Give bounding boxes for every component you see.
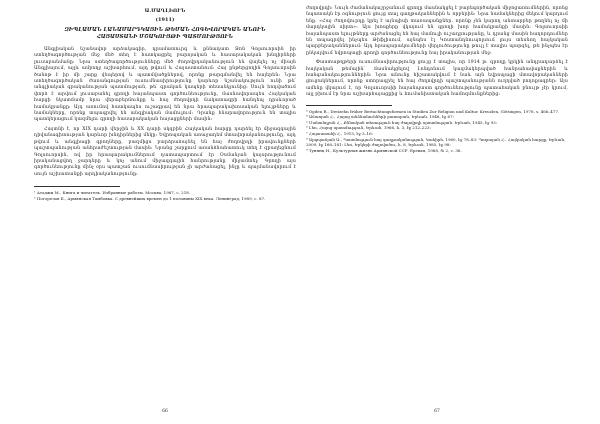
paragraph: Անգլիական նշանավոր արձակագիր, դրամատուրգ և քննադատ Ջոն Գոլսուորսին իր ստեղծագործության մեջ մեծ տեղ է հատկացրել բարոյական և հասարակական խնդիրների լուսաբանմանը։ Նրա ստեղծագործությունները մեծ ժողովրդականություն են վայելել ոչ միայն Անգլիայում, այլև ամբողջ աշխարհում, այդ թվում և Հայաստանում։ Հայ ընթերցողին Գոլսուորսին ծանոթ է իր մի շարք վեպերով և պատմվածքներով, որոնք թարգմանվել են հայերեն։ Նրա ստեղծագործական ժառանգության ուսումնասիրությունը կարևոր նշանակություն ունի թե՛ անգլիական գրականության պատմության, թե՛ գրական կապերի տեսանկյունից։ Սույն հոդվածում փորձ է արվում լուսաբանել գրողի հայանպաստ գործունեությունը, մասնավորապես Հայկական հարցի նկատմամբ նրա վերաբերմունքը և հայ ժողովրդի ճակատագրի հանդեպ դրսևորած համակրանքը։ Այդ առումով հատկապես ուշագրավ են նրա հրապարակախոսական ելույթները և նամակները, որոնք տպագրվել են անգլիական մամուլում։ Դրանք հնարավորություն են տալիս պատկերացում կազմելու գրողի հասարակական հայացքների մասին։ bbox=[34, 47, 296, 123]
article-title-line-1: ԶԻՊԼԱՄԱՆ ԼԱՆԱՄԱՐԴԿԱՅԻՆ ԹԵՄԱՆ ՀՈԳԵՎՈՐԱԿԱՆ ԱՆՈՒՆ bbox=[64, 27, 266, 33]
footnote: ³ Ogden R., Dreizehn früher Bertachtungsformen in Studien Zur Religion und Kultur. Kreuzlen, Göttingen, 1978, s. 466–477. bbox=[306, 108, 560, 114]
left-body-text bbox=[34, 47, 296, 178]
left-page bbox=[34, 6, 296, 418]
paragraph: ժողովրդի։ Նույն ժամանակաշրջանում գրողը մասնակցել է բարեգործական միջոցառումներին, որոնց նպատակն էր օգնություն ցույց տալ գաղթականներին և որբերին։ Նրա նամակներից մեկում կարդում ենք. «Հայ ժողովուրդը կրել է այնպիսի տառապանքներ, որոնք չեն կարող անտարբեր թողնել ոչ մի մարդկային սիրտ»։ Այս խոսքերը վկայում են գրողի խոր համակրանքի մասին։ Գոլսուորսիի հայանպաստ ելույթները արժանացել են հայ մամուլի ուշադրությանը, և դրանց մասին հաղորդումներ են տպագրվել ինչպես Թիֆլիսում, այնպես էլ Կոստանդնուպոլսում լույս տեսնող հայկական պարբերականներում։ Այդ հրապարակումների վերլուծությունը թույլ է տալիս պարզել, թե ինչպես էր ընկալվում եվրոպացի գրողի գործունեությունը հայ իրականության մեջ։ bbox=[306, 6, 568, 56]
paragraph: Հայտնի է, որ XIX դարի վերջին և XX դարի սկզբին Հայկական հարցը դարձել էր միջազգային դիվանագիտության կարևոր խնդիրներից մեկը։ Եվրոպական առաջադեմ մտավորականությունը, այդ թվում և անգլիացի գրողները, բազմիցս բարձրաձայնել են հայ ժողովրդի իրավունքների պաշտպանության անհրաժեշտության մասին։ Նրանց շարքում առանձնահատուկ տեղ է զբաղեցնում Գոլսուորսին, ով իր հրապարակումներում դատապարտում էր Օսմանյան կայսրությունում իրականացվող ջարդերը և կոչ անում միջազգային հանրությանը միջամտել։ Գրողի այս գործունեությունը մինչ օրս պատշաճ ուսումնասիրության չի արժանացել, ինչը և պայմանավորում է սույն աշխատանքի արդիականությունը։ bbox=[34, 126, 296, 177]
article-title-line-2: ՀԱՅԱՍՏԱՆԻ ՄՇԱԿՈՒՅԹԻ ՊԱՏՄՈՒԹՅՈՒՆ bbox=[96, 34, 234, 40]
footnote-divider bbox=[306, 105, 392, 106]
left-footnotes bbox=[34, 190, 296, 201]
footnote: ⁶ Լեո, Հայոց պատմություն, Երևան, 1966, հ. 3, էջ 212–223։ bbox=[306, 125, 431, 131]
right-footnotes bbox=[306, 109, 568, 154]
footnote: ⁹ Тунянц Н., Культурная жизнь Армянской ССР. Ереван, 1968, № 2, с. 36. bbox=[306, 147, 462, 153]
right-body-text bbox=[306, 6, 568, 99]
page-number: 67 bbox=[434, 409, 440, 414]
footnote: ⁴ Աճառյան Հ., Հայոց անձնանունների բառարան, Երևան, 1946, էջ 67։ bbox=[306, 114, 455, 120]
paragraph: Փաստաթղթերի ուսումնասիրությունը ցույց է տալիս, որ 1914 թ. գրողը կրկին անդրադարձել է հայկական թեմային՝ մասնակցելով Լոնդոնում կազմակերպված հանրահավաքներին և հանգանակություններին։ Նրա անունը հիշատակվում է նաև այն եվրոպացի մտավորականների ցուցակներում, որոնք ստորագրել են հայ ժողովրդի պաշտպանությանն ուղղված բողոքագրեր։ Այս ամենը վկայում է, որ Գոլսուորսիի հայանպաստ գործունեությունը պատահական բնույթ չէր կրում, այլ բխում էր նրա աշխարհայացքից և հումանիստական համոզմունքներից։ bbox=[306, 60, 568, 98]
article-header bbox=[34, 8, 296, 41]
footnote-divider bbox=[34, 186, 120, 187]
footnote: ⁷ Հայաստանի Հ., 1915, էջ 3–16։ bbox=[306, 131, 373, 137]
footnote: ⁵ Մանանդյան Հ., Քննական տեսություն հայ ժողովրդի պատմության, Երևան, 1945, էջ 93։ bbox=[306, 119, 498, 125]
article-title bbox=[34, 27, 296, 41]
author-years: (1911) bbox=[155, 17, 175, 23]
footnote: ⁸ Ալպոյաճյան Ա., Պատմություն հայ գաղթականության, Կահիրե, 1960, էջ 78–83։ Պողոսյան Հ., Հայկական հարցը, Երևան, 2009, էջ 168–181։ Լեո, Երկերի ժողովածու, հ. 8, Երևան, 1985, էջ 98։ bbox=[306, 136, 566, 148]
page-number: 66 bbox=[162, 409, 168, 414]
author-name: Ա.ՄԱՂԼԻՈՒՆ bbox=[144, 8, 186, 14]
right-page bbox=[306, 6, 568, 418]
footnote: ¹ Атаджи М., Книга и читатель. Избранные работы. Москва, 1987, с. 218. bbox=[34, 190, 191, 196]
footnote: ² Погорелов Б., Армянская Тамбовка. С древнейших времен до 1 половины XIX века. Ленинград, 1989, с. 87. bbox=[34, 195, 266, 201]
